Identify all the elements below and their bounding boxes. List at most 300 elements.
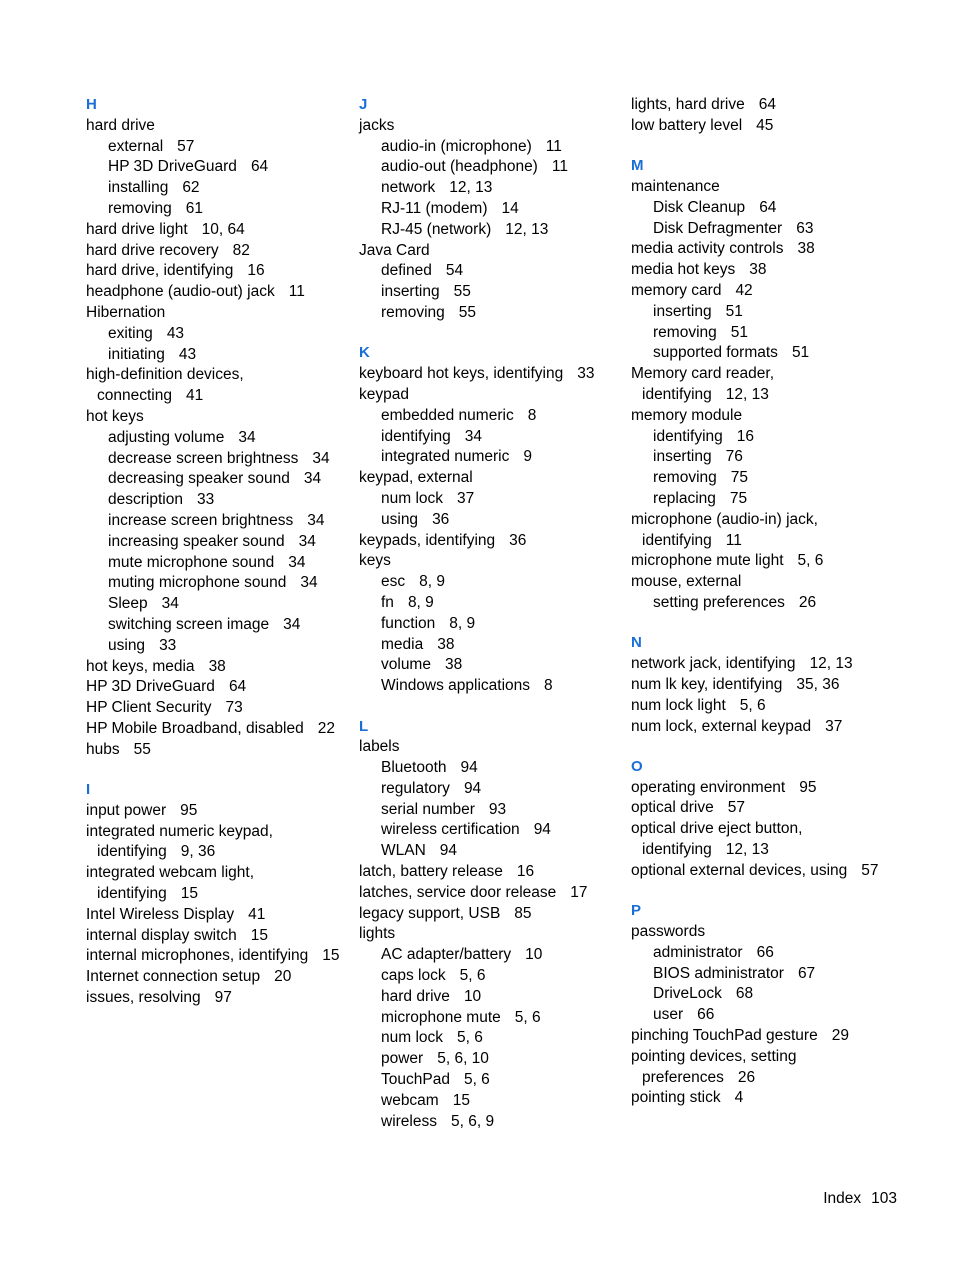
index-entry (359, 385, 614, 406)
entry-term: HP 3D DriveGuard (108, 158, 237, 176)
index-entry (631, 1047, 881, 1089)
index-subentry (359, 966, 614, 987)
entry-page-ref[interactable]: 15 (322, 947, 340, 965)
entry-term: decreasing speaker sound (108, 470, 290, 488)
entry-page-ref[interactable]: 64 (759, 198, 777, 216)
index-subentry (359, 614, 614, 635)
entry-page-ref[interactable]: 54 (445, 262, 464, 280)
entry-term: mouse, external (631, 573, 742, 591)
entry-page-ref[interactable]: 57 (177, 137, 195, 155)
entry-page-ref[interactable]: 94 (439, 842, 458, 860)
entry-page-ref[interactable]: 33 (159, 636, 177, 654)
section-letter: H (86, 96, 97, 113)
index-subentry (86, 449, 341, 470)
index-section (631, 901, 881, 1109)
index-subentry (359, 489, 614, 510)
entry-term: Disk Defragmenter (653, 219, 783, 237)
entry-page-ref[interactable]: 41 (248, 905, 266, 923)
index-section (631, 95, 881, 137)
entry-page-ref[interactable]: 34 (283, 615, 301, 633)
index-section (359, 343, 614, 697)
entry-page-ref[interactable]: 64 (250, 158, 269, 176)
entry-term: esc (381, 573, 406, 591)
entry-term: high-definition devices, connecting (86, 366, 244, 405)
entry-page-ref[interactable]: 12, 13 (449, 179, 493, 197)
entry-page-ref[interactable]: 34 (288, 553, 306, 571)
entry-page-ref[interactable]: 64 (228, 678, 247, 696)
index-subentry (86, 594, 341, 615)
entry-page-ref[interactable]: 42 (735, 281, 753, 299)
entry-term: maintenance (631, 177, 720, 195)
entry-page-ref[interactable]: 82 (232, 241, 250, 259)
entry-term: description (108, 491, 183, 509)
entry-page-ref[interactable]: 62 (182, 179, 200, 197)
index-entry (631, 922, 881, 943)
entry-term: latch, battery release (359, 863, 503, 881)
entry-term: integrated numeric keypad, identifying (86, 822, 273, 861)
entry-page-ref[interactable]: 26 (798, 593, 817, 611)
entry-term: Intel Wireless Display (86, 905, 235, 923)
index-subentry (359, 510, 614, 531)
index-entry (86, 822, 341, 864)
entry-page-ref[interactable]: 38 (749, 261, 767, 279)
entry-term: lights (359, 925, 396, 943)
index-subentry (86, 324, 341, 345)
page-number: 103 (871, 1190, 897, 1207)
entry-term: installing (108, 179, 169, 197)
entry-page-ref[interactable]: 16 (516, 863, 535, 881)
index-subentry (631, 593, 881, 614)
entry-term: microphone mute light (631, 552, 784, 570)
entry-page-ref[interactable]: 17 (570, 883, 588, 901)
entry-page-ref[interactable]: 34 (161, 595, 179, 613)
entry-page-ref[interactable]: 34 (303, 470, 322, 488)
entry-term: memory module (631, 406, 743, 424)
entry-page-ref[interactable]: 34 (464, 427, 483, 445)
entry-page-ref[interactable]: 12, 13 (725, 385, 769, 403)
entry-page-ref[interactable]: 38 (437, 635, 455, 653)
index-subentry (631, 427, 881, 448)
entry-page-ref[interactable]: 16 (247, 262, 265, 280)
entry-page-ref[interactable]: 5, 6 (739, 696, 766, 714)
index-subentry (359, 1028, 614, 1049)
entry-term: network jack, identifying (631, 655, 796, 673)
entry-term: legacy support, USB (359, 904, 501, 922)
entry-page-ref[interactable]: 75 (729, 489, 748, 507)
index-subentry (359, 1049, 614, 1070)
entry-page-ref[interactable]: 11 (725, 531, 742, 549)
index-subentry (359, 303, 614, 324)
entry-page-ref[interactable]: 37 (457, 489, 475, 507)
index-subentry (359, 261, 614, 282)
index-subentry (631, 984, 881, 1005)
entry-page-ref[interactable]: 66 (756, 943, 774, 961)
entry-term: BIOS administrator (653, 964, 784, 982)
entry-term: optical drive (631, 799, 714, 817)
footer-label: Index (823, 1190, 862, 1207)
entry-page-ref[interactable]: 43 (178, 345, 197, 363)
entry-term: wireless (381, 1112, 437, 1130)
index-entry (359, 241, 614, 262)
index-entry (631, 177, 881, 198)
entry-page-ref[interactable]: 51 (791, 344, 810, 362)
index-entry (631, 510, 881, 552)
index-entry (631, 364, 881, 406)
entry-term: identifying (653, 427, 723, 445)
entry-page-ref[interactable]: 34 (307, 511, 325, 529)
entry-page-ref[interactable]: 76 (725, 448, 743, 466)
entry-page-ref[interactable]: 5, 6 (457, 1029, 483, 1047)
index-entry (359, 924, 614, 945)
entry-page-ref[interactable]: 63 (796, 219, 814, 237)
entry-term: audio-in (microphone) (381, 137, 532, 155)
entry-term: hard drive light (86, 220, 188, 238)
entry-page-ref[interactable]: 33 (577, 365, 595, 383)
entry-page-ref[interactable]: 22 (317, 719, 335, 737)
entry-page-ref[interactable]: 14 (501, 199, 519, 217)
entry-page-ref[interactable]: 33 (196, 491, 215, 509)
entry-term: HP 3D DriveGuard (86, 678, 215, 696)
entry-term: num lock, external keypad (631, 717, 812, 735)
entry-page-ref[interactable]: 41 (185, 387, 204, 405)
index-entry (631, 1026, 881, 1047)
entry-term: num lock (381, 1029, 444, 1047)
entry-page-ref[interactable]: 15 (180, 885, 199, 903)
index-subentry (631, 468, 881, 489)
page-footer (823, 1190, 897, 1208)
entry-page-ref[interactable]: 5, 6 (459, 967, 486, 985)
entry-term: media activity controls (631, 240, 784, 258)
entry-page-ref[interactable]: 51 (725, 302, 743, 320)
entry-term: hard drive (86, 116, 155, 134)
entry-term: embedded numeric (381, 406, 514, 424)
entry-term: optical drive eject button, identifying (631, 820, 803, 859)
index-entry (86, 740, 341, 761)
entry-page-ref[interactable]: 55 (453, 283, 471, 301)
index-entry (86, 116, 341, 137)
entry-term: hot keys (86, 407, 144, 425)
entry-term: issues, resolving (86, 989, 201, 1007)
entry-page-ref[interactable]: 5, 6, 10 (437, 1050, 489, 1068)
entry-page-ref[interactable]: 9 (523, 448, 532, 466)
section-letter: N (631, 634, 642, 652)
index-subentry (86, 511, 341, 532)
entry-term: jacks (359, 116, 395, 134)
index-subentry (359, 593, 614, 614)
entry-term: Windows applications (381, 677, 531, 695)
entry-page-ref[interactable]: 36 (509, 531, 527, 549)
index-subentry (631, 323, 881, 344)
entry-term: inserting (381, 283, 440, 301)
entry-page-ref[interactable]: 10 (463, 987, 482, 1005)
entry-page-ref[interactable]: 12, 13 (505, 220, 549, 238)
index-subentry (359, 676, 614, 697)
index-subentry (359, 1112, 614, 1133)
index-entry (86, 801, 341, 822)
entry-page-ref[interactable]: 34 (300, 574, 318, 592)
index-section (86, 95, 341, 761)
entry-term: removing (653, 323, 717, 341)
entry-page-ref[interactable]: 10, 64 (201, 220, 245, 238)
entry-term: labels (359, 738, 400, 756)
index-subentry (631, 198, 881, 219)
index-subentry (631, 219, 881, 240)
section-letter: M (631, 157, 644, 175)
index-subentry (631, 343, 881, 364)
entry-page-ref[interactable]: 38 (208, 657, 226, 675)
entry-page-ref[interactable]: 38 (797, 240, 815, 258)
entry-page-ref[interactable]: 16 (736, 427, 755, 445)
entry-term: mute microphone sound (108, 553, 275, 571)
index-entry (86, 719, 341, 740)
index-entry (359, 904, 614, 925)
entry-page-ref[interactable]: 57 (861, 861, 879, 879)
entry-term: function (381, 614, 436, 632)
index-subentry (86, 469, 341, 490)
entry-term: HP Mobile Broadband, disabled (86, 719, 304, 737)
index-section (631, 757, 881, 882)
index-entry (86, 946, 341, 967)
entry-term: Internet connection setup (86, 968, 261, 986)
entry-term: integrated numeric (381, 448, 510, 466)
entry-page-ref[interactable]: 94 (463, 779, 482, 797)
index-subentry (86, 532, 341, 553)
entry-page-ref[interactable]: 43 (166, 324, 185, 342)
entry-page-ref[interactable]: 11 (545, 137, 562, 155)
entry-term: Memory card reader, identifying (631, 365, 774, 403)
index-subentry (359, 635, 614, 656)
entry-term: keypad, external (359, 469, 473, 487)
index-subentry (359, 427, 614, 448)
entry-term: removing (653, 469, 717, 487)
index-subentry (359, 945, 614, 966)
index-subentry (631, 1005, 881, 1026)
entry-term: internal microphones, identifying (86, 947, 309, 965)
index-entry (631, 95, 881, 116)
entry-page-ref[interactable]: 12, 13 (725, 841, 769, 859)
index-subentry (359, 178, 614, 199)
entry-page-ref[interactable]: 51 (730, 323, 748, 341)
entry-term: num lock (381, 489, 444, 507)
entry-page-ref[interactable]: 29 (831, 1027, 849, 1045)
entry-term: replacing (653, 489, 716, 507)
index-subentry (359, 820, 614, 841)
entry-term: power (381, 1050, 424, 1068)
index-entry (359, 468, 614, 489)
entry-term: muting microphone sound (108, 574, 287, 592)
entry-page-ref[interactable]: 34 (298, 532, 316, 550)
index-entry (631, 1088, 881, 1109)
index-entry (86, 220, 341, 241)
entry-term: user (653, 1006, 684, 1024)
entry-page-ref[interactable]: 95 (799, 778, 817, 796)
entry-page-ref[interactable]: 95 (180, 801, 198, 819)
entry-page-ref[interactable]: 55 (133, 740, 151, 758)
entry-page-ref[interactable]: 5, 6 (797, 552, 824, 570)
entry-term: using (381, 510, 419, 528)
entry-term: Hibernation (86, 303, 166, 321)
entry-page-ref[interactable]: 5, 6 (514, 1008, 541, 1026)
index-entry (86, 926, 341, 947)
entry-page-ref[interactable]: 11 (551, 158, 568, 176)
entry-page-ref[interactable]: 5, 6, 9 (450, 1112, 495, 1130)
index-subentry (86, 428, 341, 449)
entry-page-ref[interactable]: 26 (737, 1068, 756, 1086)
entry-term: keypads, identifying (359, 531, 496, 549)
index-subentry (86, 573, 341, 594)
index-section (631, 633, 881, 737)
entry-term: hard drive (381, 987, 450, 1005)
index-subentry (359, 779, 614, 800)
entry-term: Java Card (359, 241, 430, 259)
entry-page-ref[interactable]: 5, 6 (463, 1071, 490, 1089)
index-section (359, 717, 614, 1133)
entry-page-ref[interactable]: 34 (238, 428, 256, 446)
entry-page-ref[interactable]: 61 (185, 199, 203, 217)
entry-term: adjusting volume (108, 428, 225, 446)
index-subentry (359, 987, 614, 1008)
index-entry (359, 883, 614, 904)
index-subentry (359, 655, 614, 676)
entry-term: RJ-45 (network) (381, 220, 492, 238)
entry-page-ref[interactable]: 15 (250, 926, 269, 944)
entry-page-ref[interactable]: 8, 9 (407, 593, 434, 611)
index-entry (631, 819, 881, 861)
index-subentry (86, 615, 341, 636)
index-entry (359, 364, 614, 385)
entry-term: low battery level (631, 116, 743, 134)
entry-term: num lock light (631, 696, 726, 714)
entry-term: webcam (381, 1091, 439, 1109)
entry-page-ref[interactable]: 64 (758, 96, 776, 113)
entry-term: inserting (653, 302, 712, 320)
entry-term: hot keys, media (86, 657, 195, 675)
entry-page-ref[interactable]: 45 (756, 116, 774, 134)
entry-term: integrated webcam light, identifying (86, 864, 255, 903)
entry-term: decrease screen brightness (108, 449, 299, 467)
entry-term: input power (86, 801, 167, 819)
index-entry (86, 698, 341, 719)
entry-term: memory card (631, 281, 722, 299)
index-subentry (359, 282, 614, 303)
entry-term: audio-out (headphone) (381, 158, 538, 176)
entry-page-ref[interactable]: 36 (432, 510, 450, 528)
entry-page-ref[interactable]: 12, 13 (809, 655, 853, 673)
entry-term: increasing speaker sound (108, 532, 285, 550)
index-subentry (359, 220, 614, 241)
entry-term: lights, hard drive (631, 96, 745, 113)
entry-term: keys (359, 552, 391, 570)
entry-term: media hot keys (631, 261, 736, 279)
index-subentry (359, 1091, 614, 1112)
entry-page-ref[interactable]: 85 (514, 904, 532, 922)
entry-page-ref[interactable]: 15 (452, 1091, 470, 1109)
entry-page-ref[interactable]: 9, 36 (180, 843, 216, 861)
entry-page-ref[interactable]: 94 (460, 759, 478, 777)
index-entry (359, 531, 614, 552)
entry-page-ref[interactable]: 94 (533, 821, 551, 839)
entry-term: optional external devices, using (631, 861, 848, 879)
index-entry (631, 406, 881, 427)
entry-page-ref[interactable]: 10 (525, 946, 543, 964)
entry-page-ref[interactable]: 66 (697, 1006, 715, 1024)
index-entry (86, 241, 341, 262)
entry-term: fn (381, 593, 394, 611)
entry-page-ref[interactable]: 34 (312, 449, 330, 467)
index-entry (631, 798, 881, 819)
entry-page-ref[interactable]: 4 (734, 1089, 744, 1107)
entry-page-ref[interactable]: 67 (797, 964, 816, 982)
index-entry (86, 657, 341, 678)
entry-term: removing (108, 199, 172, 217)
index-entry (359, 737, 614, 758)
entry-term: supported formats (653, 344, 778, 362)
index-entry (631, 778, 881, 799)
entry-page-ref[interactable]: 11 (288, 283, 305, 301)
entry-term: identifying (381, 427, 451, 445)
index-entry (86, 365, 341, 407)
entry-term: switching screen image (108, 615, 270, 633)
entry-page-ref[interactable]: 97 (214, 989, 232, 1007)
section-letter: I (86, 781, 91, 799)
entry-page-ref[interactable]: 37 (825, 717, 843, 735)
index-entry (86, 905, 341, 926)
entry-term: AC adapter/battery (381, 946, 512, 964)
entry-page-ref[interactable]: 93 (488, 800, 507, 818)
entry-page-ref[interactable]: 57 (727, 799, 745, 817)
entry-page-ref[interactable]: 20 (274, 968, 292, 986)
entry-page-ref[interactable]: 38 (444, 656, 463, 674)
index-entry (86, 967, 341, 988)
entry-page-ref[interactable]: 75 (730, 469, 748, 487)
index-subentry (359, 447, 614, 468)
index-subentry (631, 447, 881, 468)
entry-term: Bluetooth (381, 759, 447, 777)
entry-term: latches, service door release (359, 883, 557, 901)
index-entry (86, 303, 341, 324)
index-subentry (86, 137, 341, 158)
entry-term: caps lock (381, 967, 446, 985)
entry-term: removing (381, 303, 445, 321)
entry-page-ref[interactable]: 73 (225, 699, 243, 717)
entry-page-ref[interactable]: 35, 36 (796, 675, 840, 693)
index-entry (86, 677, 341, 698)
entry-term: microphone (audio-in) jack, identifying (631, 510, 818, 549)
entry-page-ref[interactable]: 8, 9 (419, 573, 445, 591)
entry-term: keyboard hot keys, identifying (359, 365, 564, 383)
index-section (86, 780, 341, 1009)
entry-page-ref[interactable]: 68 (735, 985, 754, 1003)
entry-page-ref[interactable]: 8, 9 (449, 614, 476, 632)
entry-term: RJ-11 (modem) (381, 199, 488, 217)
entry-page-ref[interactable]: 55 (458, 303, 476, 321)
entry-term: passwords (631, 923, 706, 941)
entry-term: administrator (653, 943, 743, 961)
index-entry (631, 116, 881, 137)
entry-term: inserting (653, 448, 712, 466)
entry-page-ref[interactable]: 8 (527, 406, 537, 424)
index-subentry (86, 178, 341, 199)
entry-term: headphone (audio-out) jack (86, 283, 275, 301)
index-column-3 (631, 95, 881, 1129)
entry-term: WLAN (381, 842, 426, 860)
index-entry (631, 551, 881, 572)
entry-term: exiting (108, 324, 153, 342)
index-subentry (359, 841, 614, 862)
section-letter: L (359, 717, 369, 735)
index-subentry (86, 636, 341, 657)
entry-page-ref[interactable]: 8 (544, 677, 553, 695)
